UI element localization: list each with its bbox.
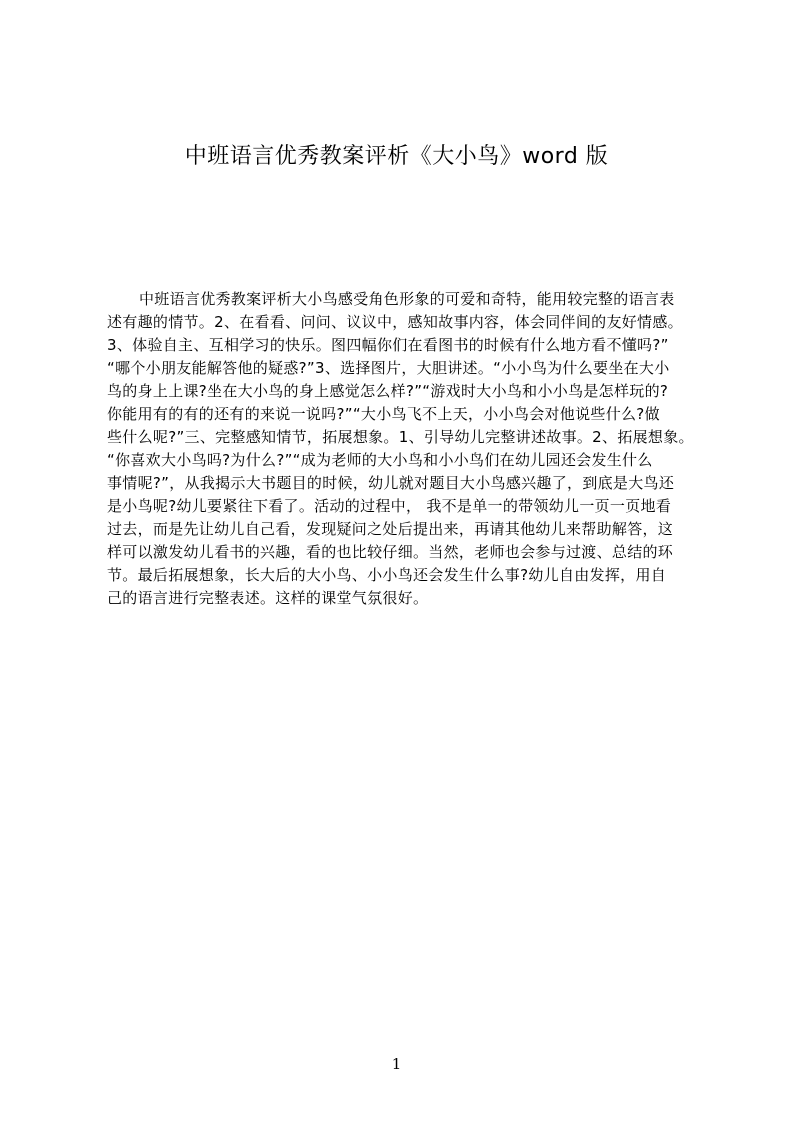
document-title: 中班语言优秀教案评析《大小鸟》word 版: [184, 144, 609, 169]
paragraph-line: “你喜欢大小鸟吗?为什么?”“成为老师的大小鸟和小小鸟们在幼儿园还会发生什么: [107, 451, 653, 469]
paragraph-line: 节。最后拓展想象，长大后的大小鸟、小小鸟还会发生什么事?幼儿自由发挥，用自: [107, 566, 667, 584]
paragraph-line: 己的语言进行完整表述。这样的课堂气氛很好。: [107, 589, 429, 607]
paragraph-line: 你能用有的有的还有的来说一说吗?”“大小鸟飞不上天，小小鸟会对他说些什么?做: [107, 405, 660, 423]
document-body: [107, 288, 697, 610]
paragraph-line: 些什么呢?”三、完整感知情节，拓展想象。1、引导幼儿完整讲述故事。2、拓展想象。: [107, 428, 694, 446]
paragraph-line: 事情呢?”，从我揭示大书题目的时候，幼儿就对题目大小鸟感兴趣了，到底是大鸟还: [107, 474, 675, 492]
paragraph-line: “哪个小朋友能解答他的疑惑?”3、选择图片，大胆讲述。“小小鸟为什么要坐在大小: [107, 359, 670, 377]
paragraph-line: 述有趣的情节。2、在看看、问问、议议中，感知故事内容，体会同伴间的友好情感。: [107, 313, 683, 331]
page-number: 1: [391, 1055, 402, 1073]
paragraph-line: 鸟的身上上课?坐在大小鸟的身上感觉怎么样?”“游戏时大小鸟和小小鸟是怎样玩的?: [107, 382, 669, 400]
paragraph-line: 是小鸟呢?幼儿要紧往下看了。活动的过程中， 我不是单一的带领幼儿一页一页地看: [107, 497, 672, 515]
paragraph-line: 中班语言优秀教案评析大小鸟感受角色形象的可爱和奇特，能用较完整的语言表: [139, 290, 675, 308]
paragraph-line: 过去，而是先让幼儿自己看，发现疑问之处后提出来，再请其他幼儿来帮助解答，这: [107, 520, 674, 538]
paragraph-line: 3、体验自主、互相学习的快乐。图四幅你们在看图书的时候有什么地方看不懂吗?”: [107, 336, 669, 354]
paragraph-line: 样可以激发幼儿看书的兴趣，看的也比较仔细。当然，老师也会参与过渡、总结的环: [107, 543, 674, 561]
